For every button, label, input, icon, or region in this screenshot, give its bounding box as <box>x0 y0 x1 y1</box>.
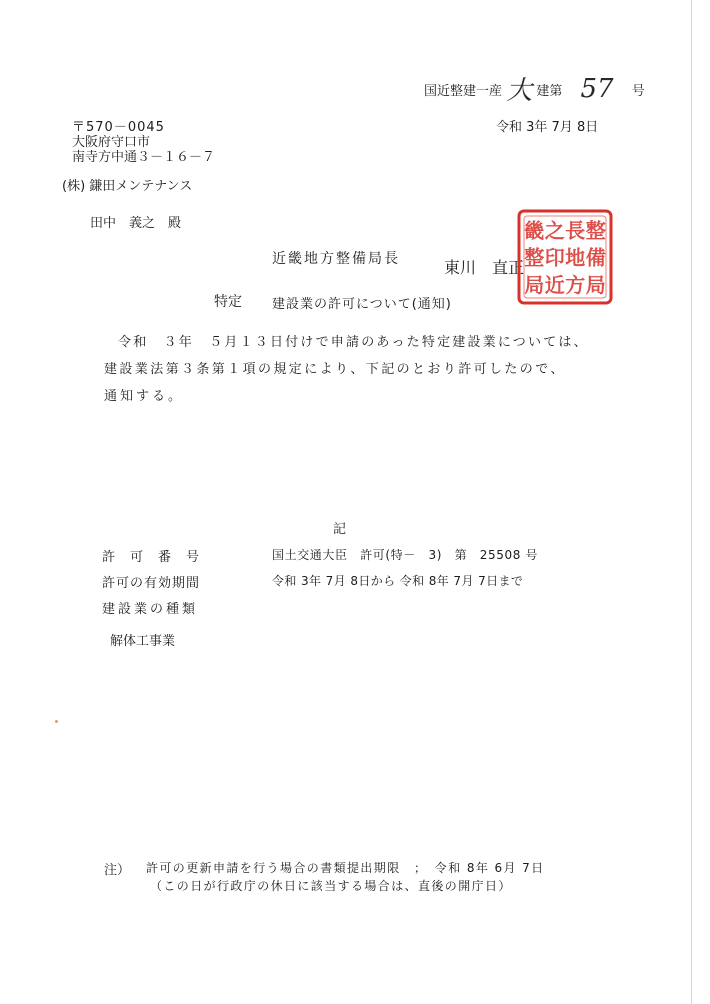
note-line-2: （この日が行政庁の休日に該当する場合は、直後の開庁日） <box>150 879 512 893</box>
record-value-validity: 令和 3年 7月 8日から 令和 8年 7月 7日まで <box>272 574 524 588</box>
company-name: (株) 鎌田メンテナンス <box>62 179 193 194</box>
seal-glyph: 近 <box>544 273 565 297</box>
seal-glyph: 地 <box>565 245 586 270</box>
record-label-industry-type: 建設業の種類 <box>102 602 199 617</box>
seal-glyph: 整 <box>524 245 545 270</box>
address-line-2: 南寺方中通３－１６－７ <box>72 150 216 165</box>
seal-glyph: 整 <box>585 218 606 243</box>
seal-glyph: 長 <box>565 218 586 243</box>
postal-code: 〒570－0045 <box>72 120 165 135</box>
seal-glyph: 局 <box>585 273 606 297</box>
body-line-2: 建設業法第３条第１項の規定により、下記のとおり許可したので、 <box>104 362 566 377</box>
seal-glyph: 印 <box>544 245 565 270</box>
record-label-validity: 許可の有効期間 <box>102 576 201 591</box>
record-heading: 記 <box>333 522 347 537</box>
document-number <box>424 66 645 106</box>
record-label-permit-number: 許 可 番 号 <box>102 550 201 565</box>
doc-mark-handwritten: 大 <box>506 76 533 106</box>
doc-number-handwritten: 57 <box>580 74 614 104</box>
seal-glyph: 備 <box>585 245 606 270</box>
note-line-1: 許可の更新申請を行う場合の書類提出期限 ； 令和 8年 6月 7日 <box>146 861 545 875</box>
scan-speck <box>55 720 58 723</box>
doc-suffix: 号 <box>631 84 645 99</box>
official-seal <box>516 208 614 306</box>
address-line-1: 大阪府守口市 <box>72 135 151 150</box>
doc-prefix: 国近整建一産 <box>424 84 503 99</box>
seal-glyph: 畿 <box>524 218 545 243</box>
record-value-industry: 解体工事業 <box>110 634 176 649</box>
seal-glyph: 局 <box>524 273 545 297</box>
issue-date: 令和 3年 7月 8日 <box>496 120 599 135</box>
sender-title: 近畿地方整備局長 <box>272 251 400 267</box>
seal-glyph: 之 <box>544 218 565 243</box>
doc-middle: 建第 <box>536 84 563 99</box>
recipient-name: 田中 義之 殿 <box>90 216 182 231</box>
note-prefix: 注） <box>104 863 131 878</box>
record-value-permit-number: 国土交通大臣 許可(特－ 3) 第 25508 号 <box>272 548 538 562</box>
body-line-3: 通知する。 <box>104 389 185 404</box>
scan-edge-line <box>691 0 692 1004</box>
subject-text: 建設業の許可について(通知) <box>272 297 452 312</box>
subject-label: 特定 <box>214 294 242 310</box>
seal-glyph: 方 <box>565 273 586 297</box>
sender-name: 東川 直正 <box>444 258 525 277</box>
body-line-1: 令和 ３年 ５月１３日付けで申請のあった特定建設業については、 <box>118 335 589 350</box>
